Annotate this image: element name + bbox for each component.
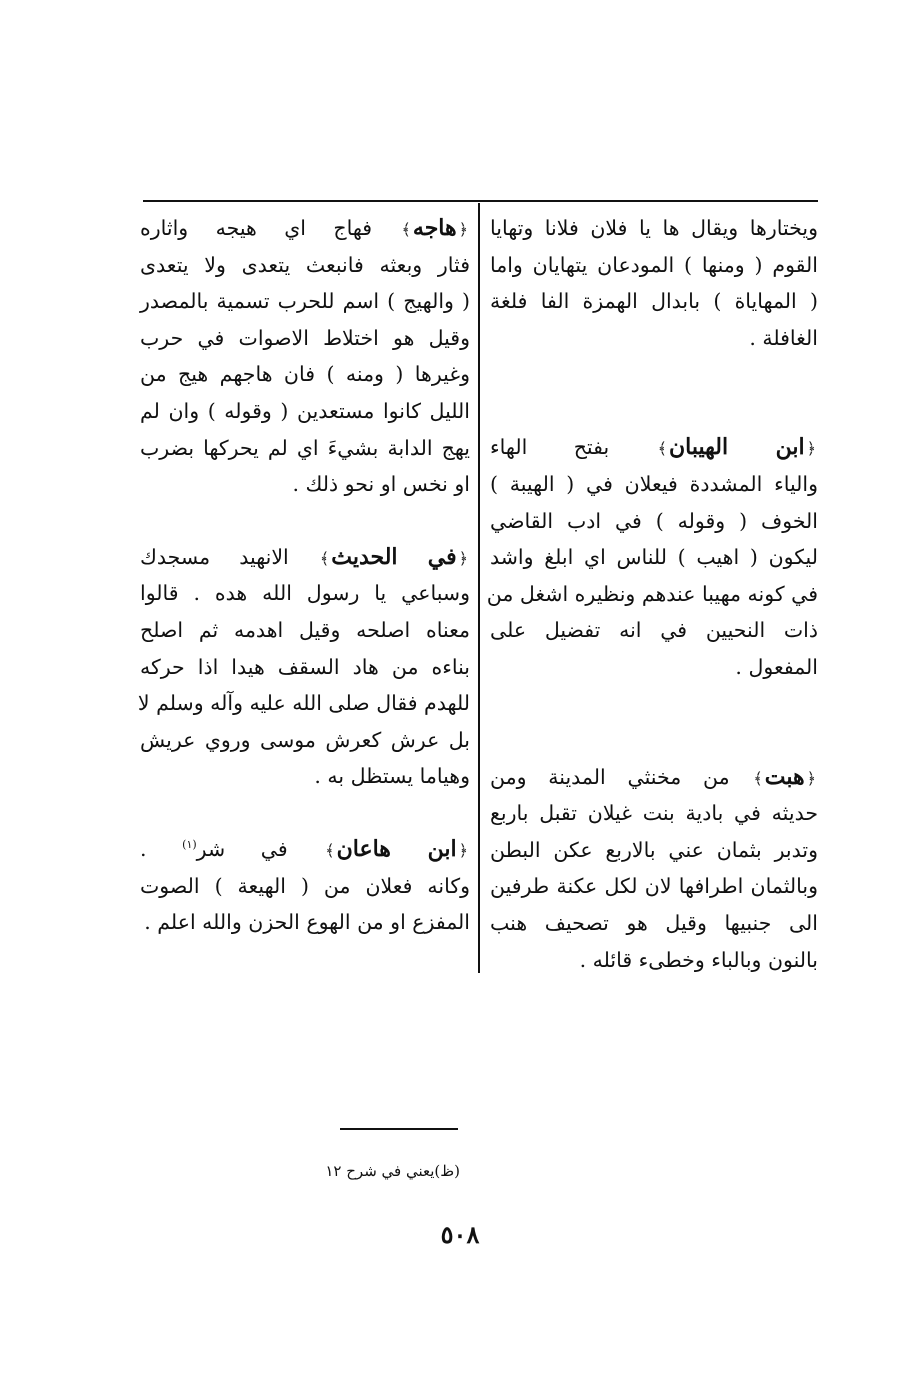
text-segment: في شر xyxy=(196,836,288,861)
text-line: وسباعي يا رسول الله هده . قالوا xyxy=(140,581,470,606)
entry-head-line xyxy=(140,831,470,868)
entry-fi-al-hadith xyxy=(137,539,470,795)
text-line: وتدبر بثمان عني بالاربع عكن البطن xyxy=(490,837,818,862)
entry-head-line xyxy=(140,210,470,247)
text-line: الليل كانوا مستعدين ( وقوله ) وان لم xyxy=(140,398,470,423)
entry-headword: هبت xyxy=(764,763,805,790)
text-segment: فهاج اي هيجه واثاره xyxy=(140,216,373,240)
entry-head-line xyxy=(490,759,818,796)
text-line: ( المهاياة ) بابدال الهمزة الفا فلغة xyxy=(490,289,818,314)
text-line: ليكون ( اهيب ) للناس اي ابلغ واشد xyxy=(490,545,818,570)
text-segment: بفتح الهاء xyxy=(490,435,610,460)
entry-head-line xyxy=(490,429,818,466)
entry-continuation xyxy=(490,210,818,356)
ornament-open: ﴿ xyxy=(458,840,468,860)
footnote: (ظ)يعني في شرح ١٢ xyxy=(325,1162,460,1180)
entry-habt xyxy=(490,759,818,979)
ornament-close: ﴾ xyxy=(319,548,330,568)
text-line: وبالثمان اطرافها لان لكل عكنة طرفين xyxy=(490,874,818,899)
text-line: بناءه من هاد السقف هيدا اذا حركه xyxy=(140,654,470,679)
ornament-close: ﴾ xyxy=(401,220,411,239)
text-line: في كونه مهيبا عندهم ونظيره اشغل من xyxy=(486,581,818,606)
text-line: وهياما يستظل به . xyxy=(314,764,470,789)
left-column xyxy=(137,210,470,941)
ornament-open: ﴿ xyxy=(458,220,468,239)
text-line: الخوف ( وقوله ) في ادب القاضي xyxy=(490,508,818,533)
right-column xyxy=(486,210,818,978)
text-line: الغافلة . xyxy=(749,325,818,350)
entry-headword: ابن هاعان xyxy=(336,835,457,862)
text-segment: . xyxy=(140,836,147,861)
ornament-open: ﴿ xyxy=(806,768,816,788)
footnote-rule xyxy=(340,1128,458,1130)
text-line: المفزع او من الهوع الحزن والله اعلم . xyxy=(144,910,470,935)
ornament-open: ﴿ xyxy=(806,439,816,459)
text-line: المفعول . xyxy=(735,654,818,679)
text-line: القوم ( ومنها ) المودعان يتهايان واما xyxy=(490,252,818,277)
text-line: وقيل هو اختلاط الاصوات في حرب xyxy=(140,325,470,350)
text-line: فثار وبعثه فانبعث يتعدى ولا يتعدى xyxy=(140,252,470,277)
text-line: ويختارها ويقال ها يا فلان فلانا وتهايا xyxy=(490,216,818,240)
text-line: وغيرها ( ومنه ) فان هاجهم هيج من xyxy=(140,362,470,387)
entry-head-line xyxy=(140,539,470,576)
ornament-close: ﴾ xyxy=(325,840,335,860)
entry-ibn-haan xyxy=(140,831,470,941)
column-divider xyxy=(478,203,480,973)
footnote-marker: (١) xyxy=(182,838,197,852)
entry-headword: هاجه xyxy=(412,215,457,241)
text-line: والياء المشددة فيعلان في ( الهيبة ) xyxy=(490,471,818,496)
ornament-close: ﴾ xyxy=(753,768,763,788)
text-line: او نخس او نحو ذلك . xyxy=(292,472,470,497)
top-rule xyxy=(143,200,818,202)
text-line: الى جنبيها وقيل هو تصحيف هنب xyxy=(490,910,818,935)
page-number: ٥٠٨ xyxy=(440,1220,480,1249)
text-line: يهج الدابة بشيءَ اي لم يحركها بضرب xyxy=(140,435,470,460)
entry-hajahu xyxy=(140,210,470,503)
text-line: حديثه في بادية بنت غيلان تقبل باربع xyxy=(490,801,818,826)
entry-headword: ابن الهيبان xyxy=(668,434,805,461)
text-line: بالنون وبالباء وخطىء قائله . xyxy=(579,947,818,972)
text-line: للهدم فقال صلى الله عليه وآله وسلم لا xyxy=(137,691,470,716)
text-line: بل عرش كعرش موسى وروي عريش xyxy=(140,727,470,752)
text-line: ( والهيج ) اسم للحرب تسمية بالمصدر xyxy=(140,289,470,314)
entry-ibn-al-hayban xyxy=(486,429,818,685)
ornament-open: ﴿ xyxy=(458,548,468,568)
ornament-close: ﴾ xyxy=(657,439,667,459)
text-line: معناه اصلحه وقيل اهدمه ثم اصلح xyxy=(140,617,470,642)
text-segment: الانهيد مسجدك xyxy=(140,544,289,569)
text-segment: من مخنثي المدينة ومن xyxy=(490,764,730,789)
text-line: ذات النحيين في انه تفضيل على xyxy=(490,618,818,643)
text-line: وكانه فعلان من ( الهيعة ) الصوت xyxy=(140,873,470,898)
entry-headword: في الحديث xyxy=(331,543,457,570)
